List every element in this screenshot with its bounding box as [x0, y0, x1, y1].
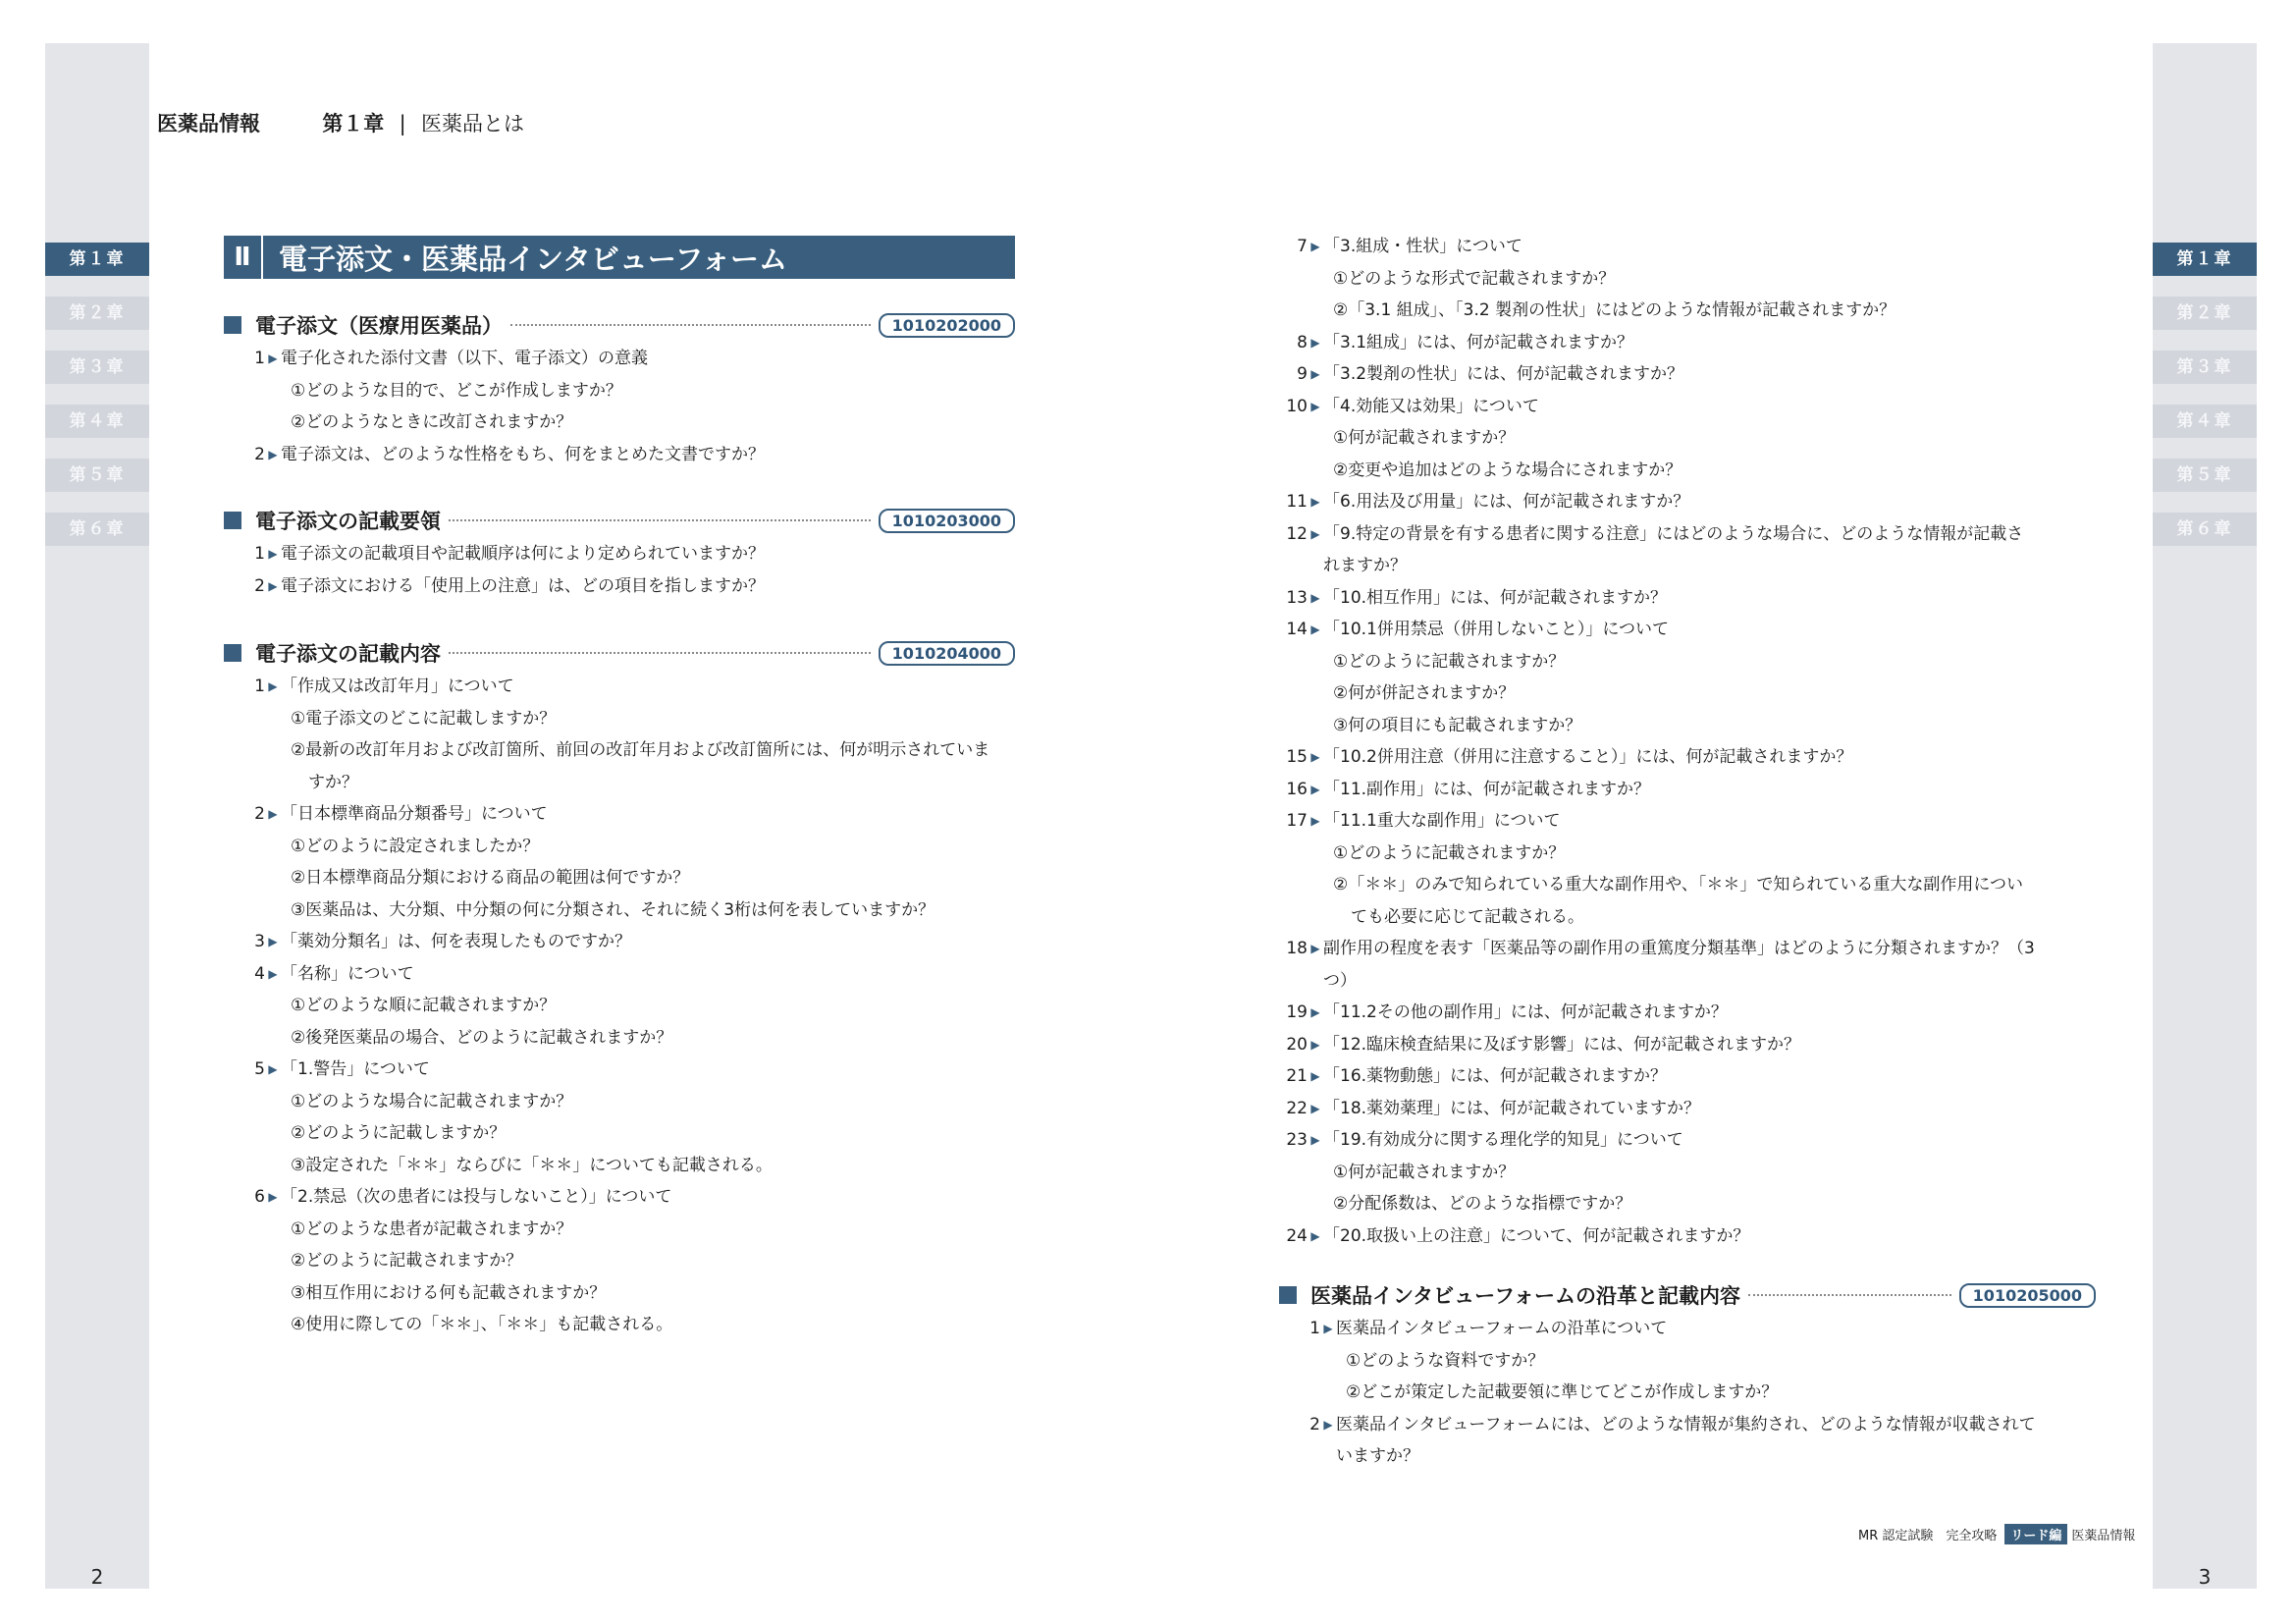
sub-question: ②どのように記載されますか？	[291, 1251, 523, 1271]
footer-subject: 医薬品情報	[2071, 1529, 2136, 1543]
question-item	[224, 343, 1015, 375]
question-item	[1266, 741, 2071, 774]
square-bullet-icon	[224, 512, 241, 529]
triangle-bullet-icon: ▶	[1310, 1005, 1320, 1019]
question-item	[224, 439, 1015, 471]
question-text: 医薬品インタビューフォームには、どのような情報が集約され、どのような情報が収載されて	[1336, 1414, 2036, 1435]
chapter-tab: 第５章	[45, 459, 149, 492]
question-text: 「19.有効成分に関する理化学的知見」について	[1323, 1130, 1683, 1150]
question-text: 電子添文は、どのような性格をもち、何をまとめた文書ですか？	[281, 444, 765, 464]
section-title-bar	[224, 236, 1015, 279]
question-text: 「10.1併用禁忌（併用しないこと）」について	[1323, 620, 1670, 639]
question-number: 6	[254, 1187, 265, 1207]
sub-question: ③相互作用における何も記載されますか？	[291, 1282, 607, 1303]
question-text: 「3.1組成」には、何が記載されますか？	[1323, 332, 1634, 352]
header-chapter: 第１章	[322, 112, 385, 135]
chapter-tab: 第１章	[45, 243, 149, 276]
title-roman-numeral: Ⅱ	[224, 236, 263, 279]
question-text: 「2.禁忌（次の患者には投与しないこと）」について	[281, 1187, 672, 1207]
sub-question: ①電子添文のどこに記載しますか？	[291, 708, 557, 729]
title-text: 電子添文・医薬品インタビューフォーム	[279, 242, 787, 276]
question-number: 8	[1297, 332, 1308, 352]
triangle-bullet-icon: ▶	[268, 1190, 278, 1204]
triangle-bullet-icon: ▶	[268, 966, 278, 981]
question-item	[1266, 774, 2071, 806]
chapter-tabs-right	[2153, 243, 2257, 567]
question-item	[1266, 997, 2071, 1029]
triangle-bullet-icon: ▶	[268, 578, 278, 593]
header-separator: |	[399, 112, 406, 135]
question-item	[224, 570, 1015, 603]
triangle-bullet-icon: ▶	[1310, 590, 1320, 605]
question-item	[1266, 1060, 2071, 1093]
question-item	[1266, 805, 2071, 838]
question-item	[224, 1054, 1015, 1086]
triangle-bullet-icon: ▶	[1310, 367, 1320, 381]
sub-question: ④使用に際しての「＊＊」、「＊＊」も記載される。	[291, 1315, 673, 1334]
question-number: 2	[254, 804, 265, 824]
page-number-left: 2	[90, 1565, 104, 1589]
sub-question: ③医薬品は、大分類、中分類の何に分類され、それに続く3桁は何を表していますか？	[291, 899, 935, 920]
question-text: 「名称」について	[281, 963, 414, 984]
triangle-bullet-icon: ▶	[1310, 495, 1320, 509]
chapter-tab: 第１章	[2153, 243, 2257, 276]
question-continuation: つ）	[1323, 970, 1357, 991]
triangle-bullet-icon: ▶	[268, 352, 278, 365]
question-text: 「12.臨床検査結果に及ぼす影響」には、何が記載されますか？	[1323, 1034, 1801, 1055]
question-item	[224, 798, 1015, 831]
triangle-bullet-icon: ▶	[268, 447, 278, 461]
question-item	[1279, 1313, 2096, 1345]
chapter-tab: 第３章	[2153, 351, 2257, 384]
question-text: 「10.相互作用」には、何が記載されますか？	[1323, 587, 1668, 608]
question-number: 20	[1286, 1034, 1308, 1055]
question-number: 2	[1309, 1414, 1320, 1435]
header-chapter-name: 医薬品とは	[421, 112, 525, 135]
question-text: 「薬効分類名」は、何を表現したものですか？	[281, 932, 631, 951]
sub-question: ①何が記載されますか？	[1333, 428, 1516, 448]
question-item	[1266, 391, 2071, 423]
sub-question: ②最新の改訂年月および改訂箇所、前回の改訂年月および改訂箇所には、何が明示されていま	[291, 740, 990, 760]
question-item	[1266, 614, 2071, 646]
triangle-bullet-icon: ▶	[1310, 335, 1320, 350]
section-title: 医薬品インタビューフォームの沿革と記載内容	[1310, 1284, 1741, 1308]
sub-question: ①どのように記載されますか？	[1333, 842, 1566, 863]
question-continuation: れますか？	[1323, 556, 1407, 575]
question-text: 「4.効能又は効果」について	[1323, 396, 1539, 416]
square-bullet-icon	[224, 644, 241, 662]
section-writing-guidelines	[224, 505, 1015, 602]
question-text: 医薬品インタビューフォームの沿革について	[1336, 1319, 1668, 1338]
question-item	[224, 671, 1015, 703]
chapter-tabs-left	[45, 243, 149, 567]
question-item	[1266, 582, 2071, 615]
question-item	[224, 538, 1015, 570]
question-item	[1266, 231, 2071, 263]
section-title: 電子添文の記載内容	[255, 642, 441, 666]
triangle-bullet-icon: ▶	[268, 807, 278, 821]
triangle-bullet-icon: ▶	[1310, 782, 1320, 796]
section-code-badge: 1010205000	[1959, 1283, 2096, 1308]
page-number-right: 3	[2198, 1565, 2212, 1589]
chapter-tab: 第２章	[2153, 297, 2257, 330]
question-number: 7	[1297, 237, 1308, 256]
triangle-bullet-icon: ▶	[1323, 1322, 1333, 1335]
square-bullet-icon	[224, 316, 241, 334]
section-heading	[224, 309, 1015, 341]
question-number: 1	[1309, 1319, 1320, 1338]
question-number: 16	[1286, 779, 1308, 799]
section-interview-form	[1279, 1279, 2096, 1473]
question-number: 15	[1286, 747, 1308, 767]
question-list	[224, 538, 1015, 602]
question-text: 「3.組成・性状」について	[1323, 237, 1522, 256]
triangle-bullet-icon: ▶	[268, 935, 278, 948]
section-heading	[224, 637, 1015, 669]
sub-question: ②変更や追加はどのような場合にされますか？	[1333, 460, 1682, 480]
sub-question: ②何が併記されますか？	[1333, 683, 1516, 703]
section-heading	[224, 505, 1015, 536]
question-number: 22	[1286, 1098, 1308, 1118]
dotted-leader	[1748, 1294, 1951, 1296]
triangle-bullet-icon: ▶	[1310, 1101, 1320, 1115]
sub-question: ①何が記載されますか？	[1333, 1162, 1516, 1182]
sub-question: ③設定された「＊＊」ならびに「＊＊」についても記載される。	[291, 1155, 773, 1175]
footer	[1858, 1524, 2135, 1544]
chapter-tab: 第３章	[45, 351, 149, 384]
question-list	[1266, 231, 2071, 1252]
question-number: 19	[1286, 1002, 1308, 1022]
triangle-bullet-icon: ▶	[1310, 623, 1320, 636]
sub-question: ②「＊＊」のみで知られている重大な副作用や、「＊＊」で知られている重大な副作用につい	[1333, 875, 2024, 894]
chapter-tab: 第６章	[2153, 513, 2257, 546]
right-column-questions	[1266, 229, 2071, 1252]
question-item	[224, 958, 1015, 991]
footer-book-title: MR 認定試験 完全攻略	[1858, 1529, 1998, 1543]
section-title: 電子添文（医療用医薬品）	[255, 314, 503, 338]
question-text: 「6.用法及び用量」には、何が記載されますか？	[1323, 492, 1690, 512]
question-number: 5	[254, 1059, 265, 1079]
question-item	[1266, 1124, 2071, 1157]
sub-question: ②どのようなときに改訂されますか？	[291, 412, 573, 432]
running-header	[157, 108, 524, 137]
footer-badge: リード編	[2004, 1524, 2067, 1544]
triangle-bullet-icon: ▶	[1310, 240, 1320, 253]
chapter-tab: 第４章	[2153, 405, 2257, 438]
question-item	[1266, 518, 2071, 551]
dotted-leader	[449, 652, 871, 654]
sub-question: ②どのように記載しますか？	[291, 1123, 507, 1143]
right-sidebar	[2153, 43, 2257, 1589]
question-number: 11	[1286, 492, 1308, 512]
sub-question: ②日本標準商品分類における商品の範囲は何ですか？	[291, 868, 690, 888]
left-sidebar	[45, 43, 149, 1589]
question-number: 1	[254, 544, 265, 564]
question-item	[1266, 1029, 2071, 1061]
dotted-leader	[449, 519, 871, 521]
question-text: 電子添文の記載項目や記載順序は何により定められていますか？	[281, 544, 765, 564]
chapter-tab: 第５章	[2153, 459, 2257, 492]
sub-question: ①どのように記載されますか？	[1333, 651, 1566, 672]
dotted-leader	[510, 324, 871, 326]
question-list	[224, 343, 1015, 470]
question-number: 2	[254, 444, 265, 464]
question-text: 「16.薬物動態」には、何が記載されますか？	[1323, 1066, 1668, 1086]
triangle-bullet-icon: ▶	[1323, 1417, 1333, 1432]
triangle-bullet-icon: ▶	[1310, 750, 1320, 764]
square-bullet-icon	[1279, 1286, 1297, 1304]
question-text: 電子化された添付文書（以下、電子添文）の意義	[281, 349, 648, 368]
question-number: 21	[1286, 1066, 1308, 1086]
question-item	[1266, 1220, 2071, 1253]
question-item	[1266, 933, 2071, 965]
sub-question: ①どのような場合に記載されますか？	[291, 1091, 573, 1111]
triangle-bullet-icon: ▶	[1310, 1069, 1320, 1083]
question-number: 2	[254, 575, 265, 596]
question-number: 1	[254, 677, 265, 696]
triangle-bullet-icon: ▶	[1310, 1133, 1320, 1147]
triangle-bullet-icon: ▶	[268, 1062, 278, 1076]
triangle-bullet-icon: ▶	[1310, 399, 1320, 413]
sub-question: ②どこが策定した記載要領に準じてどこが作成しますか？	[1346, 1382, 1779, 1402]
question-number: 12	[1286, 523, 1308, 544]
section-code-badge: 1010204000	[879, 641, 1015, 666]
question-list	[224, 671, 1015, 1341]
sub-question: ①どのような形式で記載されますか？	[1333, 268, 1616, 289]
triangle-bullet-icon: ▶	[268, 547, 278, 561]
question-number: 10	[1286, 396, 1308, 416]
triangle-bullet-icon: ▶	[1310, 526, 1320, 541]
question-text: 「作成又は改訂年月」について	[281, 677, 514, 696]
triangle-bullet-icon: ▶	[268, 679, 278, 693]
question-number: 4	[254, 963, 265, 984]
question-item	[1266, 327, 2071, 359]
sub-question-continuation: ても必要に応じて記載される。	[1351, 906, 1584, 927]
question-list	[1279, 1313, 2096, 1473]
chapter-tab: 第４章	[45, 405, 149, 438]
chapter-tab: 第６章	[45, 513, 149, 546]
question-text: 「20.取扱い上の注意」について、何が記載されますか？	[1323, 1225, 1750, 1246]
question-number: 1	[254, 349, 265, 368]
question-number: 24	[1286, 1225, 1308, 1246]
question-text: 副作用の程度を表す「医薬品等の副作用の重篤度分類基準」はどのように分類されますか？（3	[1323, 939, 2035, 958]
sub-question: ②後発医薬品の場合、どのように記載されますか？	[291, 1027, 673, 1048]
question-text: 「18.薬効薬理」には、何が記載されていますか？	[1323, 1098, 1701, 1118]
question-number: 17	[1286, 811, 1308, 831]
sub-question-continuation: すか？	[308, 772, 358, 792]
sub-question: ①どのように設定されましたか？	[291, 836, 540, 856]
sub-question: ①どのような資料ですか？	[1346, 1350, 1545, 1371]
question-text: 「日本標準商品分類番号」について	[281, 804, 548, 824]
section-package-insert	[224, 309, 1015, 470]
question-item	[1266, 1093, 2071, 1125]
question-item	[224, 1181, 1015, 1214]
question-text: 「1.警告」について	[281, 1059, 430, 1079]
triangle-bullet-icon: ▶	[1310, 814, 1320, 828]
question-text: 「11.1重大な副作用」について	[1323, 811, 1561, 831]
question-text: 「11.副作用」には、何が記載されますか？	[1323, 779, 1651, 799]
section-code-badge: 1010203000	[879, 509, 1015, 533]
question-number: 23	[1286, 1130, 1308, 1150]
question-item	[224, 926, 1015, 958]
question-text: 電子添文における「使用上の注意」は、どの項目を指しますか？	[281, 575, 765, 596]
sub-question: ②分配係数は、どのような指標ですか？	[1333, 1194, 1632, 1214]
question-text: 「3.2製剤の性状」には、何が記載されますか？	[1323, 364, 1684, 384]
question-number: 18	[1286, 939, 1308, 958]
sub-question: ①どのような目的で、どこが作成しますか？	[291, 380, 622, 401]
question-continuation: いますか？	[1336, 1446, 1419, 1466]
question-number: 14	[1286, 620, 1308, 639]
sub-question: ③何の項目にも記載されますか？	[1333, 715, 1582, 735]
triangle-bullet-icon: ▶	[1310, 1037, 1320, 1052]
question-text: 「11.2その他の副作用」には、何が記載されますか？	[1323, 1002, 1728, 1022]
section-heading	[1279, 1279, 2096, 1311]
question-item	[1266, 486, 2071, 518]
question-number: 13	[1286, 587, 1308, 608]
section-insert-contents	[224, 637, 1015, 1341]
section-title: 電子添文の記載要領	[255, 510, 441, 533]
triangle-bullet-icon: ▶	[1310, 942, 1320, 955]
question-item	[1279, 1409, 2096, 1441]
header-subject: 医薬品情報	[157, 112, 260, 135]
sub-question: ②「3.1 組成」、「3.2 製剤の性状」にはどのような情報が記載されますか？	[1333, 300, 1896, 320]
question-number: 9	[1297, 364, 1308, 384]
triangle-bullet-icon: ▶	[1310, 1228, 1320, 1243]
sub-question: ①どのような順に記載されますか？	[291, 996, 557, 1015]
question-number: 3	[254, 932, 265, 951]
section-code-badge: 1010202000	[879, 313, 1015, 338]
question-item	[1266, 358, 2071, 391]
question-text: 「9.特定の背景を有する患者に関する注意」にはどのような場合に、どのような情報が記載さ	[1323, 523, 2024, 544]
sub-question: ①どのような患者が記載されますか？	[291, 1218, 573, 1239]
chapter-tab: 第２章	[45, 297, 149, 330]
question-text: 「10.2併用注意（併用に注意すること）」には、何が記載されますか？	[1323, 747, 1853, 767]
